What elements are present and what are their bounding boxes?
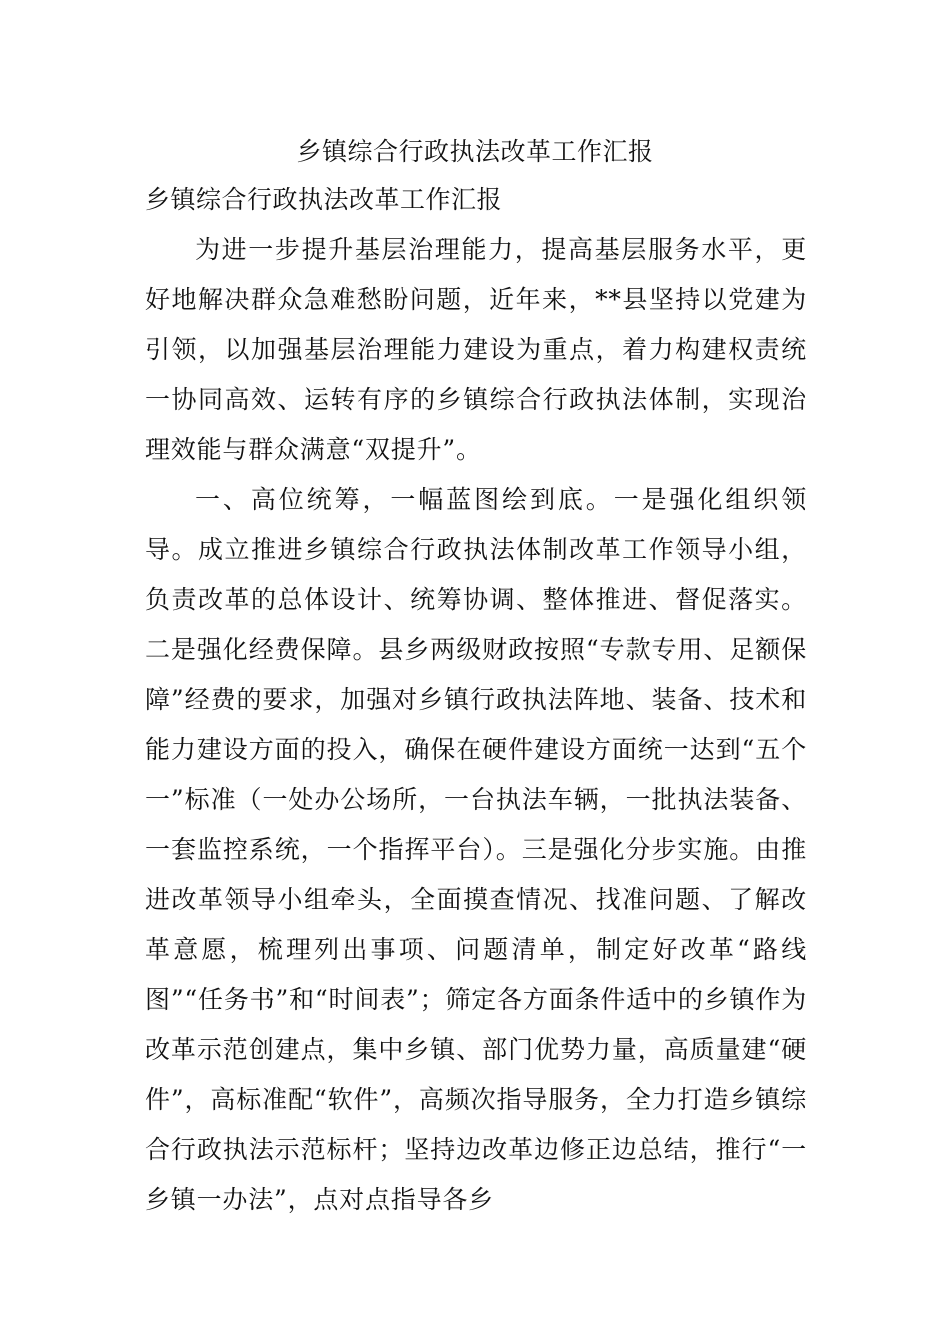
body-paragraph-section-one: 一、高位统筹，一幅蓝图绘到底。一是强化组织领导。成立推进乡镇综合行政执法体制改革工作领导小组，负责改革的总体设计、统筹协调、整体推进、督促落实。二是强化经费保障。县乡两级财政按照“专款专用、足额保障”经费的要求，加强对乡镇行政执法阵地、装备、技术和能力建设方面的投入，确保在硬件建设方面统一达到“五个一”标准（一处办公场所，一台执法车辆，一批执法装备、一套监控系统，一个指挥平台）。三是强化分步实施。由推进改革领导小组牵头，全面摸查情况、找准问题、了解改革意愿，梳理列出事项、问题清单，制定好改革“路线图”“任务书”和“时间表”；筛定各方面条件适中的乡镇作为改革示范创建点，集中乡镇、部门优势力量，高质量建“硬件”，高标准配“软件”，高频次指导服务，全力打造乡镇综合行政执法示范标杆；坚持边改革边修正边总结，推行“一乡镇一办法”，点对点指导各乡 bbox=[145, 485, 807, 1214]
document-subtitle: 乡镇综合行政执法改革工作汇报 bbox=[145, 185, 503, 214]
body-paragraph-intro: 为进一步提升基层治理能力，提高基层服务水平，更好地解决群众急难愁盼问题，近年来，**县坚持以党建为引领，以加强基层治理能力建设为重点，着力构建权责统一协同高效、运转有序的乡镇综合行政执法体制，实现治理效能与群众满意“双提升”。 bbox=[145, 235, 807, 464]
document-title: 乡镇综合行政执法改革工作汇报 bbox=[296, 137, 654, 166]
